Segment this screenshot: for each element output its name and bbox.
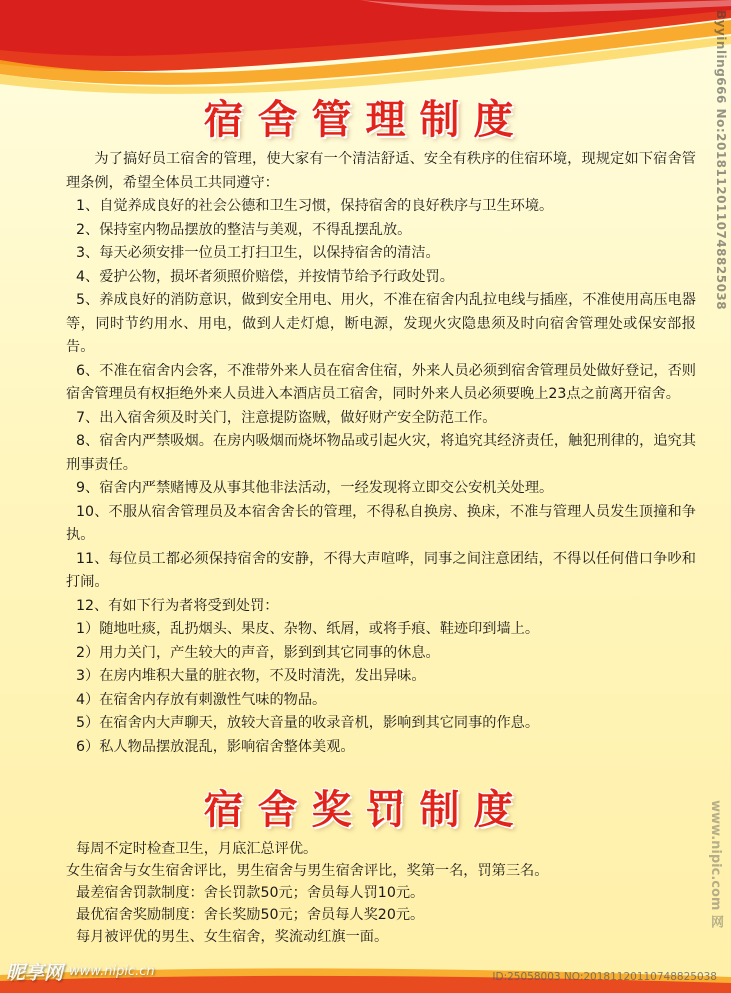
reward-item: 每月被评优的男生、女生宿舍，奖流动红旗一面。 xyxy=(76,929,389,945)
rule-item: 6、不准在宿舍内会客，不准带外来人员在宿舍住宿，外来人员必须到宿舍管理员处做好登记，否则宿舍管理员有权拒绝外来人员进入本酒店员工宿舍，同时外来人员必须要晚上23点之前离开宿舍。 xyxy=(66,362,696,402)
penalty-item: 5）在宿舍内大声聊天，放较大音量的收录音机，影响到其它同事的作息。 xyxy=(76,715,540,731)
penalty-item: 3）在房内堆积大量的脏衣物，不及时清洗，发出异味。 xyxy=(76,668,426,684)
reward-item: 每周不定时检查卫生，月底汇总评优。 xyxy=(76,841,318,857)
penalty-item: 4）在宿舍内存放有刺激性气味的物品。 xyxy=(76,691,327,708)
reward-item: 最差宿舍罚款制度：舍长罚款50元；舍员每人罚10元。 xyxy=(76,885,425,901)
rule-item: 5、养成良好的消防意识，做到安全用电、用火，不准在宿舍内乱拉电线与插座，不准使用高压电器等，同时节约用水、用电，做到人走灯熄，断电源，发现火灾隐患须及时向宿舍管理处或保安部报告。 xyxy=(66,292,696,355)
rewards-penalties-body xyxy=(66,838,696,948)
rule-item: 11、每位员工都必须保持宿舍的安静，不得大声喧哗，同事之间注意团结，不得以任何借口争吵和打闹。 xyxy=(66,550,696,590)
rule-item: 1、自觉养成良好的社会公德和卫生习惯，保持宿舍的良好秩序与卫生环境。 xyxy=(76,198,554,214)
penalty-item: 2）用力关门，产生较大的声音，影到到其它同事的休息。 xyxy=(76,644,440,661)
top-swoosh-decoration xyxy=(0,0,731,95)
penalty-item: 6）私人物品摆放混乱，影响宿舍整体美观。 xyxy=(76,738,355,755)
rule-item: 10、不服从宿舍管理员及本宿舍舍长的管理，不得私自换房、换床，不准与管理人员发生顶撞和争执。 xyxy=(66,503,696,543)
penalty-item: 1）随地吐痰，乱扔烟头、果皮、杂物、纸屑，或将手痕、鞋迹印到墙上。 xyxy=(76,621,540,637)
page-title-dormitory-rules: 宿舍管理制度 xyxy=(203,97,528,143)
rule-item: 7、出入宿舍须及时关门，注意提防盗贼，做好财产安全防范工作。 xyxy=(76,409,497,426)
intro-paragraph: 为了搞好员工宿舍的管理，使大家有一个清洁舒适、安全有秩序的住宿环境，现规定如下宿舍管理条例，希望全体员工共同遵守： xyxy=(66,151,696,191)
page-title-rewards-penalties: 宿舍奖罚制度 xyxy=(203,787,528,833)
rule-item: 12、有如下行为者将受到处罚： xyxy=(76,597,279,614)
rule-item: 8、宿舍内严禁吸烟。在房内吸烟而烧坏物品或引起火灾，将追究其经济责任，触犯刑律的，追究其刑事责任。 xyxy=(66,433,696,473)
dormitory-rules-body xyxy=(66,148,696,759)
footer-logo-text: 昵享网 xyxy=(6,962,64,984)
reward-item: 女生宿舍与女生宿舍评比，男生宿舍与男生宿舍评比，奖第一名，罚第三名。 xyxy=(66,863,549,879)
rule-item: 9、宿舍内严禁赌博及从事其他非法活动，一经发现将立即交公安机关处理。 xyxy=(76,480,554,496)
footer-logo xyxy=(6,958,155,985)
rule-item: 2、保持室内物品摆放的整洁与美观，不得乱摆乱放。 xyxy=(76,221,412,238)
side-watermark-bottom: www.nipic.com 网 xyxy=(708,800,723,928)
footer-id: ID:25058003 NO:20181120110748825038 xyxy=(492,971,717,983)
footer-logo-url: www.nipic.cn xyxy=(69,964,155,979)
rule-item: 4、爱护公物，损坏者须照价赔偿，并按情节给予行政处罚。 xyxy=(76,268,454,285)
reward-item: 最优宿舍奖励制度：舍长奖励50元；舍员每人奖20元。 xyxy=(76,907,425,923)
rule-item: 3、每天必须安排一位员工打扫卫生，以保持宿舍的清洁。 xyxy=(76,245,440,261)
side-watermark: Byyinling666 No:20181120110748825038 xyxy=(714,10,728,311)
